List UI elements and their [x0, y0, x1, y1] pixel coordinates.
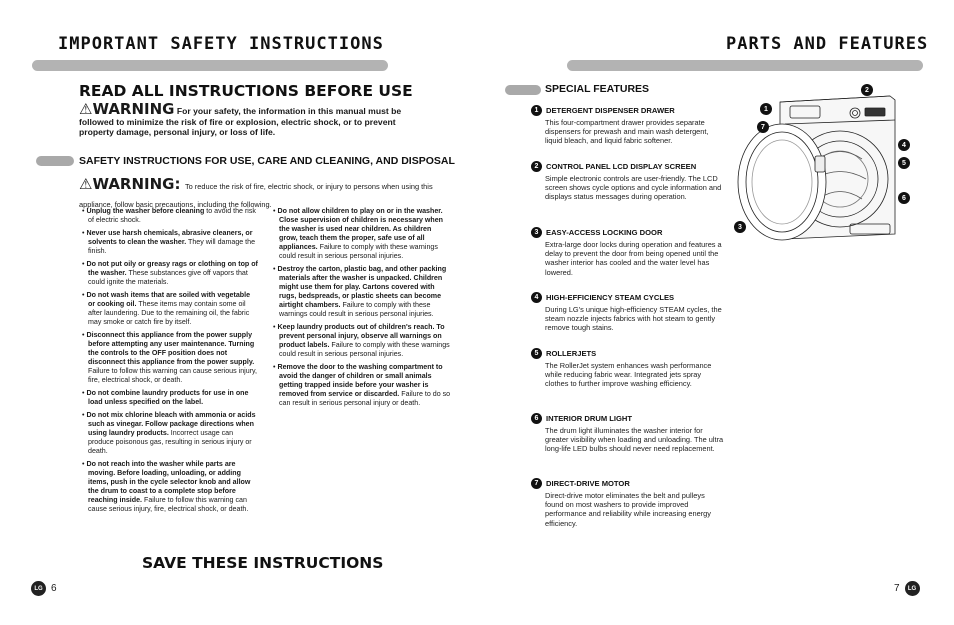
callout-2: 2 [861, 84, 873, 96]
left-footer [31, 581, 57, 596]
safety-bullet [80, 411, 258, 456]
feature-description: Extra-large door locks during operation and features a delay to prevent the door from being opened until the washer interior has cooled and the water level has lowered. [545, 240, 722, 277]
feature-number-icon: 5 [531, 348, 542, 359]
feature-description: Simple electronic controls are user-friendly. The LCD screen shows cycle options and cycle information and displays status messages during operation. [545, 174, 722, 202]
bullet-text: Incorrect usage can produce poisonous gas, resulting in serious injury or death. [88, 429, 252, 455]
feature-item [531, 413, 731, 454]
feature-number-icon: 4 [531, 292, 542, 303]
warning-block [79, 100, 419, 138]
bullet-bold-text: Disconnect this appliance from the power supply before attempting any user maintenance. Turning the controls to the OFF position does not disconnect this appliance from the power supply. [86, 331, 255, 366]
safety-bullet [80, 229, 258, 256]
feature-description: The RollerJet system enhances wash performance while reducing fabric wear. Integrated jets spray clothes to further improve washing efficiency. [545, 361, 712, 389]
warning-text: For your safety, the information in this manual must be followed to minimize the risk of fire or explosion, electric shock, or to prevent property damage, personal injury, or loss of life. [79, 106, 402, 137]
safety-bullet [271, 207, 451, 261]
bullet-text: Failure to follow this warning can cause serious injury, fire, electrical shock, or death. [88, 367, 258, 384]
save-instructions-title: SAVE THESE INSTRUCTIONS [142, 554, 384, 572]
feature-description: The drum light illuminates the washer interior for greater visibility when loading and unloading. The ultra long-life LED bulbs should never need replacement. [545, 426, 724, 454]
bullet-bold-text: Keep laundry products out of children's reach. To prevent personal injury, observe all warnings on product labels. [277, 323, 445, 349]
bullet-text: They will damage the finish. [88, 238, 256, 255]
bullet-bold-text: Remove the door to the washing compartment to avoid the danger of children or small animals getting trapped inside before your washer is removed from service or discarded. [277, 363, 443, 398]
right-page-header: PARTS AND FEATURES [726, 34, 929, 54]
feature-title: DIRECT-DRIVE MOTOR [546, 479, 630, 488]
bullet-dot: • [82, 389, 87, 397]
feature-number-icon: 6 [531, 413, 542, 424]
safety-bullet [80, 260, 258, 287]
bullet-text: to avoid the risk of electric shock. [88, 207, 256, 224]
callout-6: 6 [898, 192, 910, 204]
bullet-dot: • [82, 460, 87, 468]
bullet-dot: • [82, 229, 87, 237]
bullet-text: Failure to comply with these warnings could result in serious personal injuries. [279, 301, 434, 318]
safety-bullet [80, 331, 258, 385]
safety-bullet [271, 323, 451, 359]
lg-logo-icon: LG [31, 581, 46, 596]
right-page-number: 7 [894, 583, 900, 594]
bullet-dot: • [273, 207, 278, 215]
callout-7: 7 [757, 121, 769, 133]
feature-item [531, 105, 731, 146]
lg-logo-icon-right: LG [905, 581, 920, 596]
safety-section-title: SAFETY INSTRUCTIONS FOR USE, CARE AND CLEANING, AND DISPOSAL [79, 155, 455, 167]
bullet-bold-text: Do not mix chlorine bleach with ammonia or acids such as vinegar. Follow package directions when using laundry products. [86, 411, 256, 437]
feature-title: HIGH-EFFICIENCY STEAM CYCLES [546, 293, 675, 302]
feature-title: INTERIOR DRUM LIGHT [546, 414, 633, 423]
bullet-bold-text: Do not allow children to play on or in the washer. Close supervision of children is necessary when the washer is used near children. As children grow, teach them the proper, safe use of all appliances. [277, 207, 444, 251]
right-footer [894, 581, 920, 596]
feature-title: EASY-ACCESS LOCKING DOOR [546, 228, 663, 237]
warning-triangle-icon: ⚠ [79, 100, 93, 118]
feature-title: DETERGENT DISPENSER DRAWER [546, 106, 675, 115]
callout-4: 4 [898, 139, 910, 151]
warning2-text: To reduce the risk of fire, electric shock, or injury to persons when using this appliance, follow basic precautions, including the following. [79, 182, 433, 209]
bullet-text: Failure to follow this warning can cause serious injury, fire, electrical shock, or death. [88, 496, 249, 513]
safety-bullet [271, 265, 451, 319]
feature-title: CONTROL PANEL LCD DISPLAY SCREEN [546, 162, 697, 171]
warning-label: ⚠WARNING [79, 100, 175, 118]
callout-3: 3 [734, 221, 746, 233]
safety-bullet [271, 363, 451, 408]
left-header-bar [32, 60, 388, 71]
safety-bullet [80, 460, 258, 514]
bullet-dot: • [82, 411, 87, 419]
feature-item [531, 292, 731, 333]
callout-1: 1 [760, 103, 772, 115]
bullet-text: These substances give off vapors that could ignite the materials. [88, 269, 248, 286]
bullet-bold-text: Do not combine laundry products for use in one load unless specified on the label. [86, 389, 249, 406]
feature-number-icon: 7 [531, 478, 542, 489]
bullet-bold-text: Do not wash items that are soiled with vegetable or cooking oil. [86, 291, 251, 308]
special-features-title: SPECIAL FEATURES [545, 83, 650, 95]
bullet-dot: • [82, 260, 87, 268]
feature-description: This four-compartment drawer provides separate dispensers for prewash and main wash detergent, liquid bleach, and liquid fabric softener. [545, 118, 709, 146]
feature-description: During LG's unique high-efficiency STEAM cycles, the steam nozzle injects fabrics with hot steam to gently remove tough stains. [545, 305, 722, 333]
bullet-dot: • [273, 363, 278, 371]
bullet-dot: • [273, 265, 278, 273]
callout-5: 5 [898, 157, 910, 169]
feature-item [531, 227, 731, 277]
safety-bullet [80, 207, 258, 225]
left-page-number: 6 [51, 583, 57, 594]
feature-description: Direct-drive motor eliminates the belt and pulleys found on most washers to provide improved performance and reliability while increasing energy efficiency. [545, 491, 711, 528]
warning-triangle-icon-2: ⚠ [79, 175, 93, 193]
safety-column-1 [80, 207, 258, 518]
bullet-text: These items may contain some oil after laundering. Due to the remaining oil, the fabric may smoke or catch fire by itself. [88, 300, 250, 326]
bullet-dot: • [82, 291, 87, 299]
section-pill [36, 156, 74, 166]
bullet-bold-text: Unplug the washer before cleaning [86, 207, 205, 215]
left-page-title: READ ALL INSTRUCTIONS BEFORE USE [79, 82, 413, 100]
right-header-bar [567, 60, 923, 71]
feature-title: ROLLERJETS [546, 349, 597, 358]
safety-bullet [80, 291, 258, 327]
feature-number-icon: 2 [531, 161, 542, 172]
features-pill [505, 85, 541, 95]
feature-number-icon: 3 [531, 227, 542, 238]
bullet-bold-text: Do not put oily or greasy rags or clothing on top of the washer. [86, 260, 258, 277]
bullet-bold-text: Do not reach into the washer while parts are moving. Before loading, unloading, or adding items, push in the cycle selector knob and allow the drum to coast to a complete stop before reaching inside. [86, 460, 251, 504]
left-page-header: IMPORTANT SAFETY INSTRUCTIONS [58, 34, 384, 54]
bullet-bold-text: Never use harsh chemicals, abrasive cleaners, or solvents to clean the washer. [86, 229, 253, 246]
feature-number-icon: 1 [531, 105, 542, 116]
feature-item [531, 161, 731, 202]
feature-item [531, 348, 731, 389]
bullet-dot: • [82, 331, 87, 339]
warning2-label: ⚠WARNING: [79, 175, 181, 193]
bullet-text: Failure to comply with these warnings could result in serious personal injuries. [279, 243, 438, 260]
safety-bullet [80, 389, 258, 407]
bullet-bold-text: Destroy the carton, plastic bag, and other packing materials after the washer is unpacked. Children might use them for play. Cartons covered with rugs, bedspreads, or plastic sheets can become airtight chambers. [277, 265, 447, 309]
bullet-text: Failure to do so can result in serious personal injury or death. [279, 390, 451, 407]
bullet-text: Failure to comply with these warnings could result in serious personal injuries. [279, 341, 450, 358]
bullet-dot: • [273, 323, 278, 331]
feature-item [531, 478, 731, 528]
safety-column-2 [271, 207, 451, 412]
bullet-dot: • [82, 207, 87, 215]
